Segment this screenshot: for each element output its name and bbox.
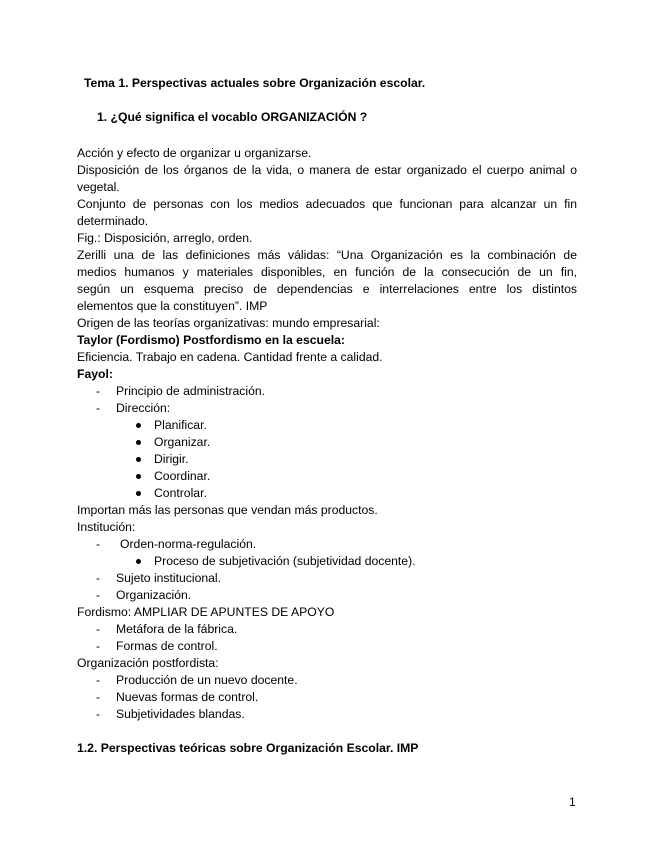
zerilli-line-4: elementos que la constituyen”. IMP — [77, 299, 268, 313]
taylor-heading: Taylor (Fordismo) Postfordismo en la escuela: — [77, 333, 345, 347]
list-item: Dirección: — [116, 401, 171, 415]
institucion-heading: Institución: — [77, 520, 136, 534]
dash-marker: - — [96, 707, 101, 721]
bullet-icon — [136, 474, 141, 479]
dash-marker: - — [96, 622, 101, 636]
definition-2-line-1: Disposición de los órganos de la vida, o manera de estar organizado el cuerpo animal o — [77, 163, 577, 177]
dash-marker: - — [96, 639, 101, 653]
taylor-text: Eficiencia. Trabajo en cadena. Cantidad frente a calidad. — [77, 350, 383, 364]
list-item: Orden-norma-regulación. — [120, 537, 257, 551]
dash-marker: - — [96, 571, 101, 585]
dash-marker: - — [96, 690, 101, 704]
list-item: Controlar. — [154, 486, 207, 500]
list-item: Sujeto institucional. — [116, 571, 222, 585]
list-item: Producción de un nuevo docente. — [116, 673, 298, 687]
list-item: Dirigir. — [154, 452, 189, 466]
dash-marker: - — [96, 673, 101, 687]
list-item: Metáfora de la fábrica. — [116, 622, 238, 636]
fayol-heading: Fayol: — [77, 367, 113, 381]
definition-3-line-2: determinado. — [77, 214, 149, 228]
bullet-icon — [136, 491, 141, 496]
postfordista-heading: Organización postfordista: — [77, 656, 219, 670]
page-title: Tema 1. Perspectivas actuales sobre Organización escolar. — [84, 76, 426, 90]
bullet-icon — [136, 440, 141, 445]
dash-marker: - — [96, 537, 101, 551]
definition-4: Fig.: Disposición, arreglo, orden. — [77, 231, 253, 245]
section-1-heading: 1. ¿Qué significa el vocablo ORGANIZACIÓN ? — [97, 110, 368, 124]
dash-marker: - — [96, 401, 101, 415]
bullet-icon — [136, 457, 141, 462]
definition-3-line-1: Conjunto de personas con los medios adecuados que funcionan para alcanzar un fin — [77, 197, 577, 211]
list-item: Organización. — [116, 588, 192, 602]
list-item: Organizar. — [154, 435, 211, 449]
list-item: Formas de control. — [116, 639, 218, 653]
definition-1: Acción y efecto de organizar u organizarse. — [77, 146, 312, 160]
page-number: 1 — [569, 795, 576, 809]
list-item: Nuevas formas de control. — [116, 690, 259, 704]
zerilli-line-2: medios humanos y materiales disponibles, en función de la consecución de un fin, — [77, 265, 577, 279]
dash-marker: - — [96, 384, 101, 398]
origin-text: Origen de las teorías organizativas: mundo empresarial: — [77, 316, 380, 330]
zerilli-line-3: según un esquema preciso de dependencias e interrelaciones entre los distintos — [77, 282, 577, 296]
list-item: Planificar. — [154, 418, 207, 432]
zerilli-line-1: Zerilli una de las definiciones más válidas: “Una Organización es la combinación de — [77, 248, 577, 262]
dash-marker: - — [96, 588, 101, 602]
bullet-icon — [136, 559, 141, 564]
list-item: Coordinar. — [154, 469, 211, 483]
list-item: Proceso de subjetivación (subjetividad docente). — [154, 554, 416, 568]
list-item: Principio de administración. — [116, 384, 266, 398]
list-item: Subjetividades blandas. — [116, 707, 245, 721]
fordismo-heading: Fordismo: AMPLIAR DE APUNTES DE APOYO — [77, 605, 335, 619]
bullet-icon — [136, 423, 141, 428]
section-1-2-heading: 1.2. Perspectivas teóricas sobre Organización Escolar. IMP — [77, 741, 419, 755]
definition-2-line-2: vegetal. — [77, 180, 120, 194]
importan-text: Importan más las personas que vendan más productos. — [77, 503, 378, 517]
